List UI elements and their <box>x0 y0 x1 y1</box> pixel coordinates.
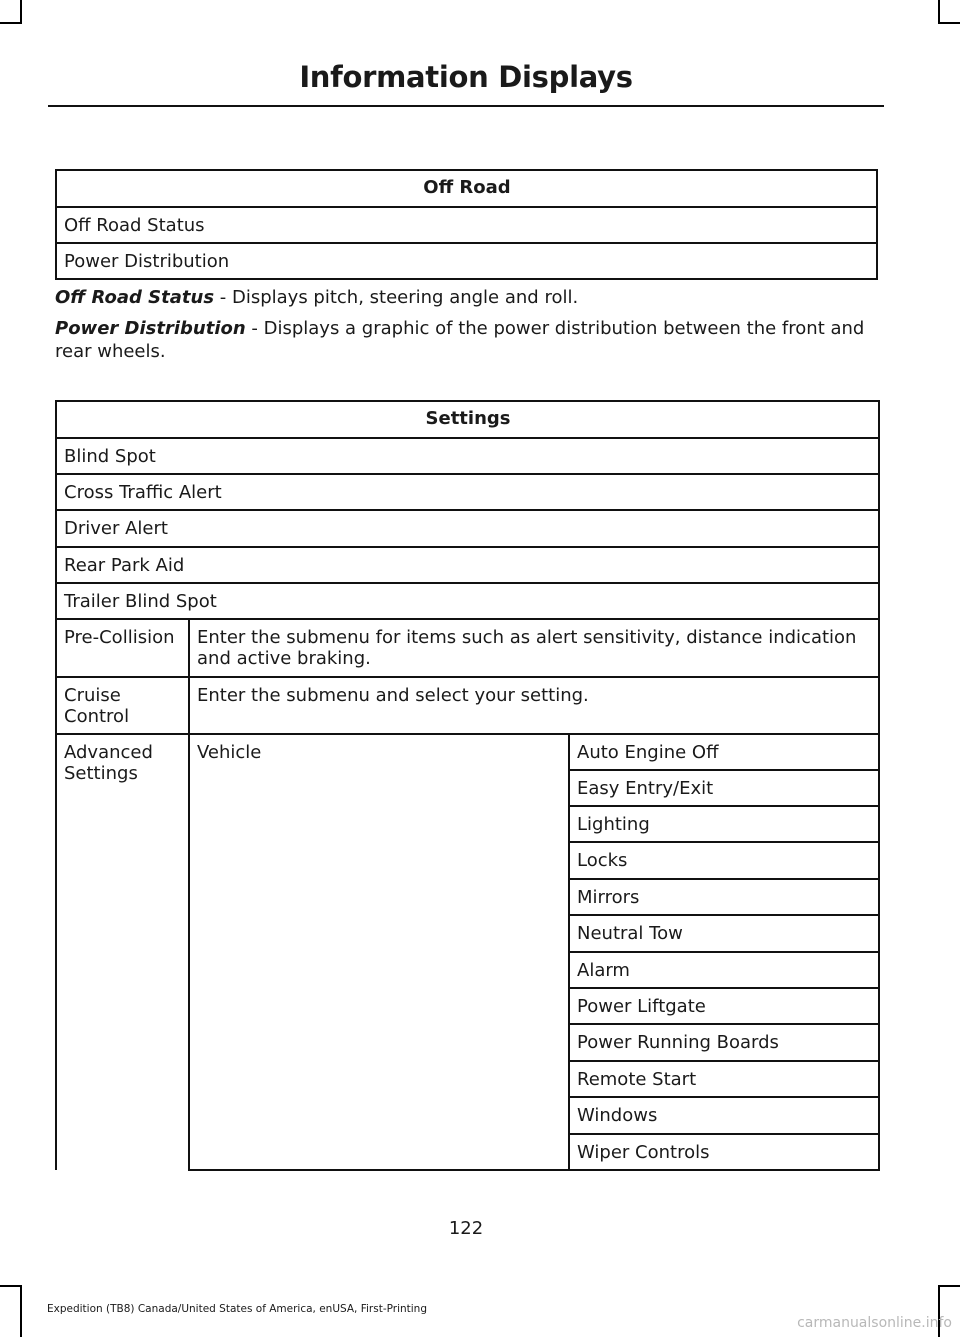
list-item: Wiper Controls <box>569 1134 879 1170</box>
list-item: Locks <box>569 842 879 879</box>
crop-mark <box>20 0 22 24</box>
pre-collision-label: Pre-Collision <box>56 619 189 677</box>
list-item: Easy Entry/Exit <box>569 770 879 806</box>
list-item: Power Liftgate <box>569 988 879 1024</box>
watermark: carmanualsonline.info <box>797 1315 952 1331</box>
crop-mark <box>20 1285 22 1337</box>
table-row: Cross Traffic Alert <box>56 474 879 510</box>
advanced-settings-label: Advanced Settings <box>56 734 189 1170</box>
list-item: Remote Start <box>569 1061 879 1097</box>
description-text: - Displays a graphic of the power distribution between the front and rear wheels. <box>55 318 865 362</box>
page-number: 122 <box>448 1218 484 1239</box>
crop-mark <box>938 1285 960 1287</box>
crop-mark <box>938 22 960 24</box>
list-item: Alarm <box>569 952 879 988</box>
list-item: Mirrors <box>569 879 879 915</box>
table-row: Blind Spot <box>56 438 879 474</box>
list-item: Power Running Boards <box>569 1024 879 1061</box>
crop-mark <box>938 0 940 24</box>
description-term: Power Distribution <box>55 318 246 339</box>
title-divider <box>48 105 884 107</box>
crop-mark <box>0 22 22 24</box>
description-power-distribution <box>55 317 878 363</box>
advanced-settings-category: Vehicle <box>189 734 569 1170</box>
settings-heading: Settings <box>56 401 879 438</box>
table-row: Power Distribution <box>56 243 877 279</box>
list-item: Lighting <box>569 806 879 842</box>
table-row: Off Road Status <box>56 207 877 243</box>
list-item: Auto Engine Off <box>569 734 879 770</box>
table-row: Driver Alert <box>56 510 879 547</box>
list-item: Neutral Tow <box>569 915 879 952</box>
crop-mark <box>0 1285 22 1287</box>
table-row: Trailer Blind Spot <box>56 583 879 619</box>
off-road-heading: Off Road <box>56 170 877 207</box>
description-text: - Displays pitch, steering angle and roll. <box>214 287 579 308</box>
off-road-table <box>55 169 878 280</box>
list-item: Windows <box>569 1097 879 1134</box>
cruise-control-description: Enter the submenu and select your setting. <box>189 677 879 734</box>
pre-collision-description: Enter the submenu for items such as alert sensitivity, distance indication and active braking. <box>189 619 879 677</box>
settings-table <box>55 400 880 1171</box>
page-title: Information Displays <box>299 60 633 94</box>
description-off-road-status <box>55 286 878 309</box>
footer-text: Expedition (TB8) Canada/United States of America, enUSA, First-Printing <box>47 1303 428 1315</box>
cruise-control-label: Cruise Control <box>56 677 189 734</box>
table-row: Rear Park Aid <box>56 547 879 583</box>
description-term: Off Road Status <box>55 287 215 308</box>
